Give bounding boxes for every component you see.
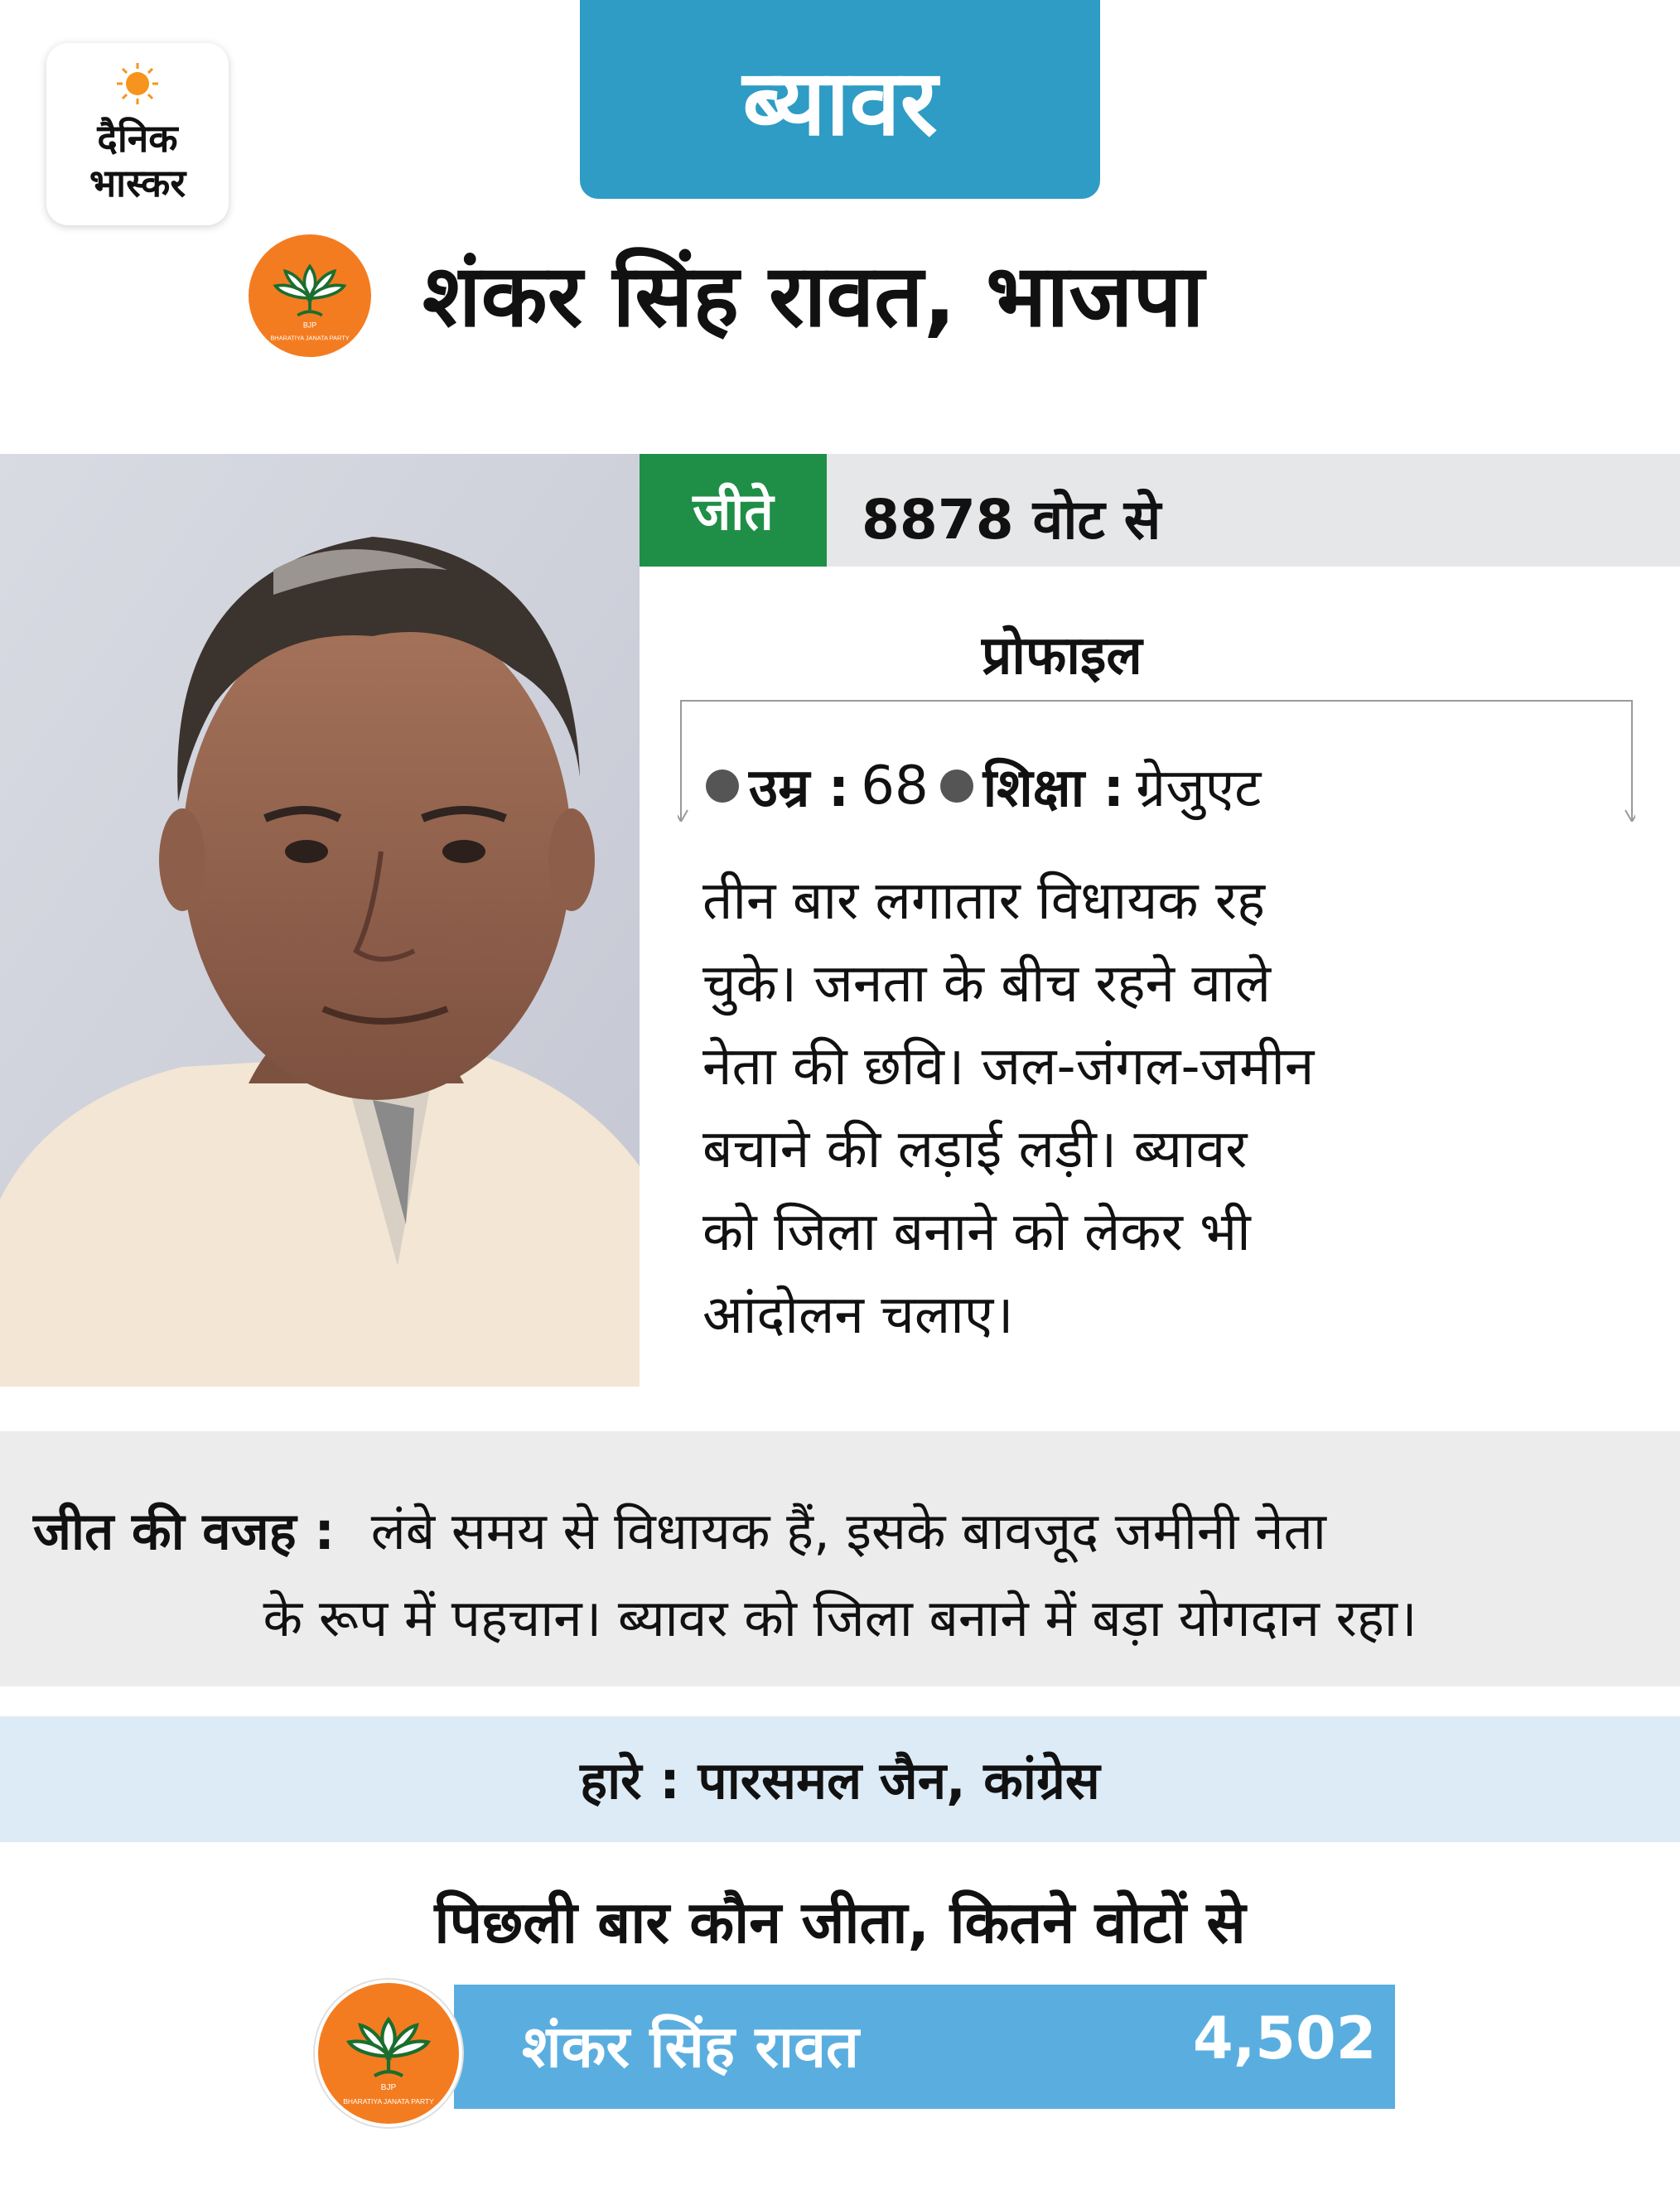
profile-facts [706, 750, 1261, 822]
bio-line: आंदोलन चलाए। [702, 1285, 1014, 1346]
education-label: शिक्षा : [982, 758, 1125, 819]
win-reason-text1: लंबे समय से विधायक हैं, इसके बावजूद जमीनी नेता [370, 1501, 1326, 1561]
lost-candidate: हारे : पारसमल जैन, कांग्रेस [580, 1750, 1100, 1811]
won-label: जीते [693, 481, 774, 542]
brand-line2: भास्कर [89, 161, 186, 205]
svg-text:BJP: BJP [380, 2083, 397, 2093]
age-value: 68 [861, 755, 929, 817]
bullet-icon [940, 769, 973, 803]
bio-line: बचाने की लड़ाई लड़ी। ब्यावर [702, 1119, 1248, 1180]
dainik-bhaskar-logo [46, 43, 229, 225]
svg-text:BJP: BJP [302, 321, 317, 330]
candidate-photo [0, 454, 640, 1387]
winner-heading: शंकर सिंह रावत, भाजपा [422, 245, 1204, 346]
constituency-title: ब्यावर [742, 50, 938, 156]
bjp-lotus-icon [315, 1980, 462, 2127]
win-reason-line1 [33, 1495, 1326, 1565]
win-reason-text2: के रूप में पहचान। ब्यावर को जिला बनाने में बड़ा योगदान रहा। [263, 1588, 1417, 1648]
constituency-banner [580, 0, 1100, 199]
svg-text:BHARATIYA JANATA PARTY: BHARATIYA JANATA PARTY [270, 334, 350, 342]
lost-box [0, 1716, 1680, 1842]
bjp-lotus-icon [249, 234, 371, 357]
sun-icon [115, 61, 160, 106]
profile-bio [702, 860, 1531, 1357]
bio-line: नेता की छवि। जल-जंगल-जमीन [702, 1036, 1315, 1098]
bullet-icon [706, 769, 739, 803]
svg-text:BHARATIYA JANATA PARTY: BHARATIYA JANATA PARTY [343, 2097, 434, 2106]
won-badge [640, 454, 827, 567]
age-label: उम्र : [749, 758, 850, 819]
bio-line: को जिला बनाने को लेकर भी [702, 1202, 1251, 1263]
bio-line: चुके। जनता के बीच रहने वाले [702, 953, 1271, 1015]
education-value: ग्रेजुएट [1136, 758, 1262, 819]
win-margin: 8878 वोट से [862, 488, 1161, 552]
previous-winner-title: पिछली बार कौन जीता, कितने वोटों से [434, 1889, 1246, 1956]
previous-winner-name: शंकर सिंह रावत [522, 2013, 859, 2081]
bio-line: तीन बार लगातार विधायक रह [702, 871, 1266, 932]
win-reason-label: जीत की वजह : [33, 1501, 336, 1561]
profile-title: प्रोफाइल [982, 625, 1142, 687]
brand-line1: दैनिक [97, 116, 178, 161]
previous-winner-votes: 4,502 [1193, 2004, 1377, 2072]
